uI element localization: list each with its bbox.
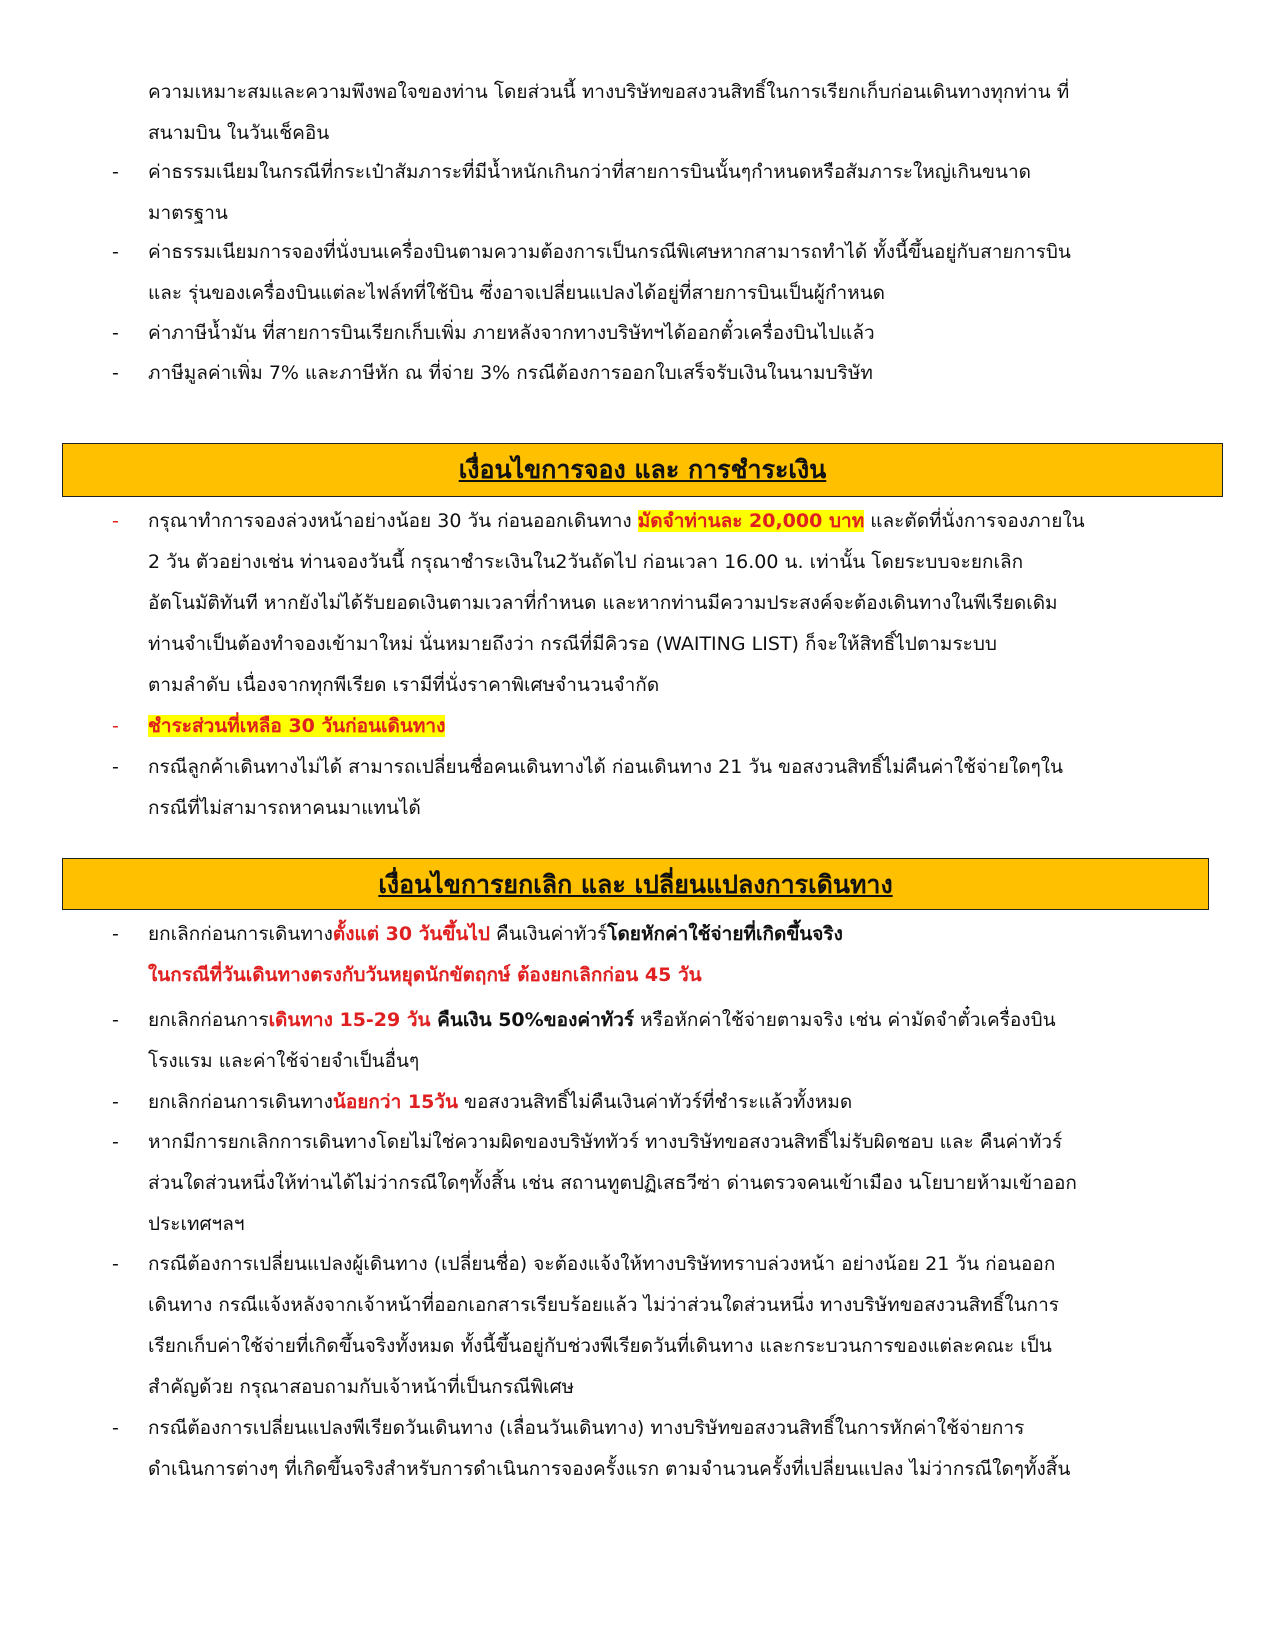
fee-item-1-line-2: มาตรฐาน <box>148 202 228 224</box>
cancel-item-2-line-1 <box>148 1000 1190 1041</box>
fee-item-3 <box>148 313 1190 354</box>
balance-payment-highlight: ชำระส่วนที่เหลือ 30 วันก่อนเดินทาง <box>148 715 446 737</box>
bullet-dash: - <box>112 241 119 263</box>
bullet-dash: - <box>112 715 119 737</box>
cancellation-conditions-title: เงื่อนไขการยกเลิก และ เปลี่ยนแปลงการเดินทาง <box>378 870 893 899</box>
booking-item-1-line-3: อัตโนมัติทันที หากยังไม่ได้รับยอดเงินตามเวลาที่กำหนด และหากท่านมีความประสงค์จะต้องเดินทางในพีเรียดเดิม <box>148 592 1058 614</box>
cancel-text: หรือหักค่าใช้จ่ายตามจริง เช่น ค่ามัดจำตั๋วเครื่องบิน <box>634 1009 1056 1031</box>
refund-bold-text: คืนเงิน 50%ของค่าทัวร์ <box>430 1009 635 1031</box>
cancel-item-5-line-1: กรณีต้องการเปลี่ยนแปลงผู้เดินทาง (เปลี่ยนชื่อ) จะต้องแจ้งให้ทางบริษัททราบล่วงหน้า อย่างน้อย 21 วัน ก่อนออก <box>148 1253 1056 1275</box>
bullet-dash: - <box>112 362 119 384</box>
booking-deposit-text: กรุณาทำการจองล่วงหน้าอย่างน้อย 30 วัน ก่อนออกเดินทาง <box>148 510 632 532</box>
cancel-period-highlight: เดินทาง 15-29 วัน <box>268 1009 431 1031</box>
cancel-bold-text: โดยหักค่าใช้จ่ายที่เกิดขึ้นจริง <box>607 923 843 945</box>
bullet-dash: - <box>112 923 119 945</box>
cancel-item-4-line-3: ประเทศฯลฯ <box>148 1213 245 1235</box>
booking-item-1-line-4: ท่านจำเป็นต้องทำจองเข้ามาใหม่ นั่นหมายถึงว่า กรณีที่มีคิวรอ (WAITING LIST) ก็จะให้สิทธิ์ไปตามระบบ <box>148 633 997 655</box>
bullet-dash: - <box>112 1091 119 1113</box>
booking-item-1-line-5: ตามลำดับ เนื่องจากทุกพีเรียด เรามีที่นั่งราคาพิเศษจำนวนจำกัด <box>148 674 660 696</box>
cancel-item-3 <box>148 1082 1190 1123</box>
cancel-item-5-line-2: เดินทาง กรณีแจ้งหลังจากเจ้าหน้าที่ออกเอกสารเรียบร้อยแล้ว ไม่ว่าส่วนใดส่วนหนึ่ง ทางบริษัทขอสงวนสิทธิ์ในการ <box>148 1294 1059 1316</box>
fee-item-1 <box>148 152 1190 234</box>
fee-item-3-line-1: ค่าภาษีน้ำมัน ที่สายการบินเรียกเก็บเพิ่ม ภายหลังจากทางบริษัทฯได้ออกตั๋วเครื่องบินไปแล้ว <box>148 322 875 344</box>
cancel-item-3-line-1 <box>148 1082 1190 1123</box>
booking-conditions-title: เงื่อนไขการจอง และ การชำระเงิน <box>458 455 827 484</box>
booking-cutoff-text: และตัดที่นั่งการจองภายใน <box>870 510 1085 532</box>
booking-item-1-line-1 <box>148 501 1190 542</box>
fee-item-2 <box>148 232 1190 314</box>
cancel-item-5-line-3: เรียกเก็บค่าใช้จ่ายที่เกิดขึ้นจริงทั้งหมด ทั้งนี้ขึ้นอยู่กับช่วงพีเรียดวันที่เดินทาง และกระบวนการของแต่ละคณะ เป็น <box>148 1335 1052 1357</box>
bullet-dash: - <box>112 1131 119 1153</box>
booking-item-3-line-2: กรณีที่ไม่สามารถหาคนมาแทนได้ <box>148 797 421 819</box>
fee-item-4 <box>148 353 1190 394</box>
cancel-text: ยกเลิกก่อนการ <box>148 1009 269 1031</box>
cancel-item-5 <box>148 1244 1190 1408</box>
cancel-item-1 <box>148 914 1190 996</box>
cancel-text: คืนเงินค่าทัวร์ <box>489 923 608 945</box>
booking-item-1-line-2: 2 วัน ตัวอย่างเช่น ท่านจองวันนี้ กรุณาชำระเงินใน2วันถัดไป ก่อนเวลา 16.00 น. เท่านั้น โดยระบบจะยกเลิก <box>148 551 1024 573</box>
cancel-item-6-line-1: กรณีต้องการเปลี่ยนแปลงพีเรียดวันเดินทาง (เลื่อนวันเดินทาง) ทางบริษัทขอสงวนสิทธิ์ในการหักค่าใช้จ่ายการ <box>148 1417 1025 1439</box>
cancel-item-4-line-1: หากมีการยกเลิกการเดินทางโดยไม่ใช่ความผิดของบริษัททัวร์ ทางบริษัทขอสงวนสิทธิ์ไม่รับผิดชอบ และ คืนค่าทัวร์ <box>148 1131 1063 1153</box>
fee-item-2-line-1: ค่าธรรมเนียมการจองที่นั่งบนเครื่องบินตามความต้องการเป็นกรณีพิเศษหากสามารถทำได้ ทั้งนี้ขึ้นอยู่กับสายการบิน <box>148 241 1071 263</box>
holiday-cancel-notice: ในกรณีที่วันเดินทางตรงกับวันหยุดนักขัตฤกษ์ ต้องยกเลิกก่อน 45 วัน <box>148 964 702 986</box>
cancel-item-4 <box>148 1122 1190 1245</box>
fee-item-2-line-2: และ รุ่นของเครื่องบินแต่ละไฟล์ทที่ใช้บิน ซึ่งอาจเปลี่ยนแปลงได้อยู่ที่สายการบินเป็นผู้กำหนด <box>148 282 885 304</box>
fee-item-1-line-1: ค่าธรรมเนียมในกรณีที่กระเป๋าสัมภาระที่มีน้ำหนักเกินกว่าที่สายการบินนั้นๆกำหนดหรือสัมภาระใหญ่เกินขนาด <box>148 161 1031 183</box>
cancel-item-2-line-2: โรงแรม และค่าใช้จ่ายจำเป็นอื่นๆ <box>148 1050 420 1072</box>
cancel-item-4-line-2: ส่วนใดส่วนหนึ่งให้ท่านได้ไม่ว่ากรณีใดๆทั้งสิ้น เช่น สถานทูตปฏิเสธวีซ่า ด่านตรวจคนเข้าเมือง นโยบายห้ามเข้าออก <box>148 1172 1077 1194</box>
intro-paragraph <box>148 72 1190 154</box>
booking-item-3-line-1: กรณีลูกค้าเดินทางไม่ได้ สามารถเปลี่ยนชื่อคนเดินทางได้ ก่อนเดินทาง 21 วัน ขอสงวนสิทธิ์ไม่คืนค่าใช้จ่ายใดๆใน <box>148 756 1064 778</box>
cancel-period-highlight: น้อยกว่า 15วัน <box>332 1091 458 1113</box>
bullet-dash: - <box>112 322 119 344</box>
booking-item-1 <box>148 501 1190 706</box>
cancel-text: ขอสงวนสิทธิ์ไม่คืนเงินค่าทัวร์ที่ชำระแล้วทั้งหมด <box>457 1091 853 1113</box>
deposit-highlight: มัดจำท่านละ 20,000 บาท <box>637 510 865 532</box>
cancel-text: ยกเลิกก่อนการเดินทาง <box>148 923 333 945</box>
bullet-dash: - <box>112 1009 119 1031</box>
cancellation-conditions-header <box>62 858 1209 910</box>
cancel-item-5-line-4: สำคัญด้วย กรุณาสอบถามกับเจ้าหน้าที่เป็นกรณีพิเศษ <box>148 1376 575 1398</box>
bullet-dash: - <box>112 756 119 778</box>
cancel-item-6-line-2: ดำเนินการต่างๆ ที่เกิดขึ้นจริงสำหรับการดำเนินการจองครั้งแรก ตามจำนวนครั้งที่เปลี่ยนแปลง ไม่ว่ากรณีใดๆทั้งสิ้น <box>148 1458 1071 1480</box>
booking-item-2 <box>148 706 1190 747</box>
bullet-dash: - <box>112 510 119 532</box>
cancel-item-1-line-1 <box>148 914 1190 955</box>
bullet-dash: - <box>112 1253 119 1275</box>
bullet-dash: - <box>112 161 119 183</box>
intro-line-2: สนามบิน ในวันเช็คอิน <box>148 122 330 144</box>
cancel-item-6 <box>148 1408 1190 1490</box>
cancel-period-highlight: ตั้งแต่ 30 วันขึ้นไป <box>332 923 490 945</box>
cancel-text: ยกเลิกก่อนการเดินทาง <box>148 1091 333 1113</box>
booking-item-3 <box>148 747 1190 829</box>
intro-line-1: ความเหมาะสมและความพึงพอใจของท่าน โดยส่วนนี้ ทางบริษัทขอสงวนสิทธิ์ในการเรียกเก็บก่อนเดินทางทุกท่าน ที่ <box>148 81 1070 103</box>
booking-conditions-header <box>62 443 1223 497</box>
bullet-dash: - <box>112 1417 119 1439</box>
fee-item-4-line-1: ภาษีมูลค่าเพิ่ม 7% และภาษีหัก ณ ที่จ่าย 3% กรณีต้องการออกใบเสร็จรับเงินในนามบริษัท <box>148 362 873 384</box>
cancel-item-2 <box>148 1000 1190 1082</box>
